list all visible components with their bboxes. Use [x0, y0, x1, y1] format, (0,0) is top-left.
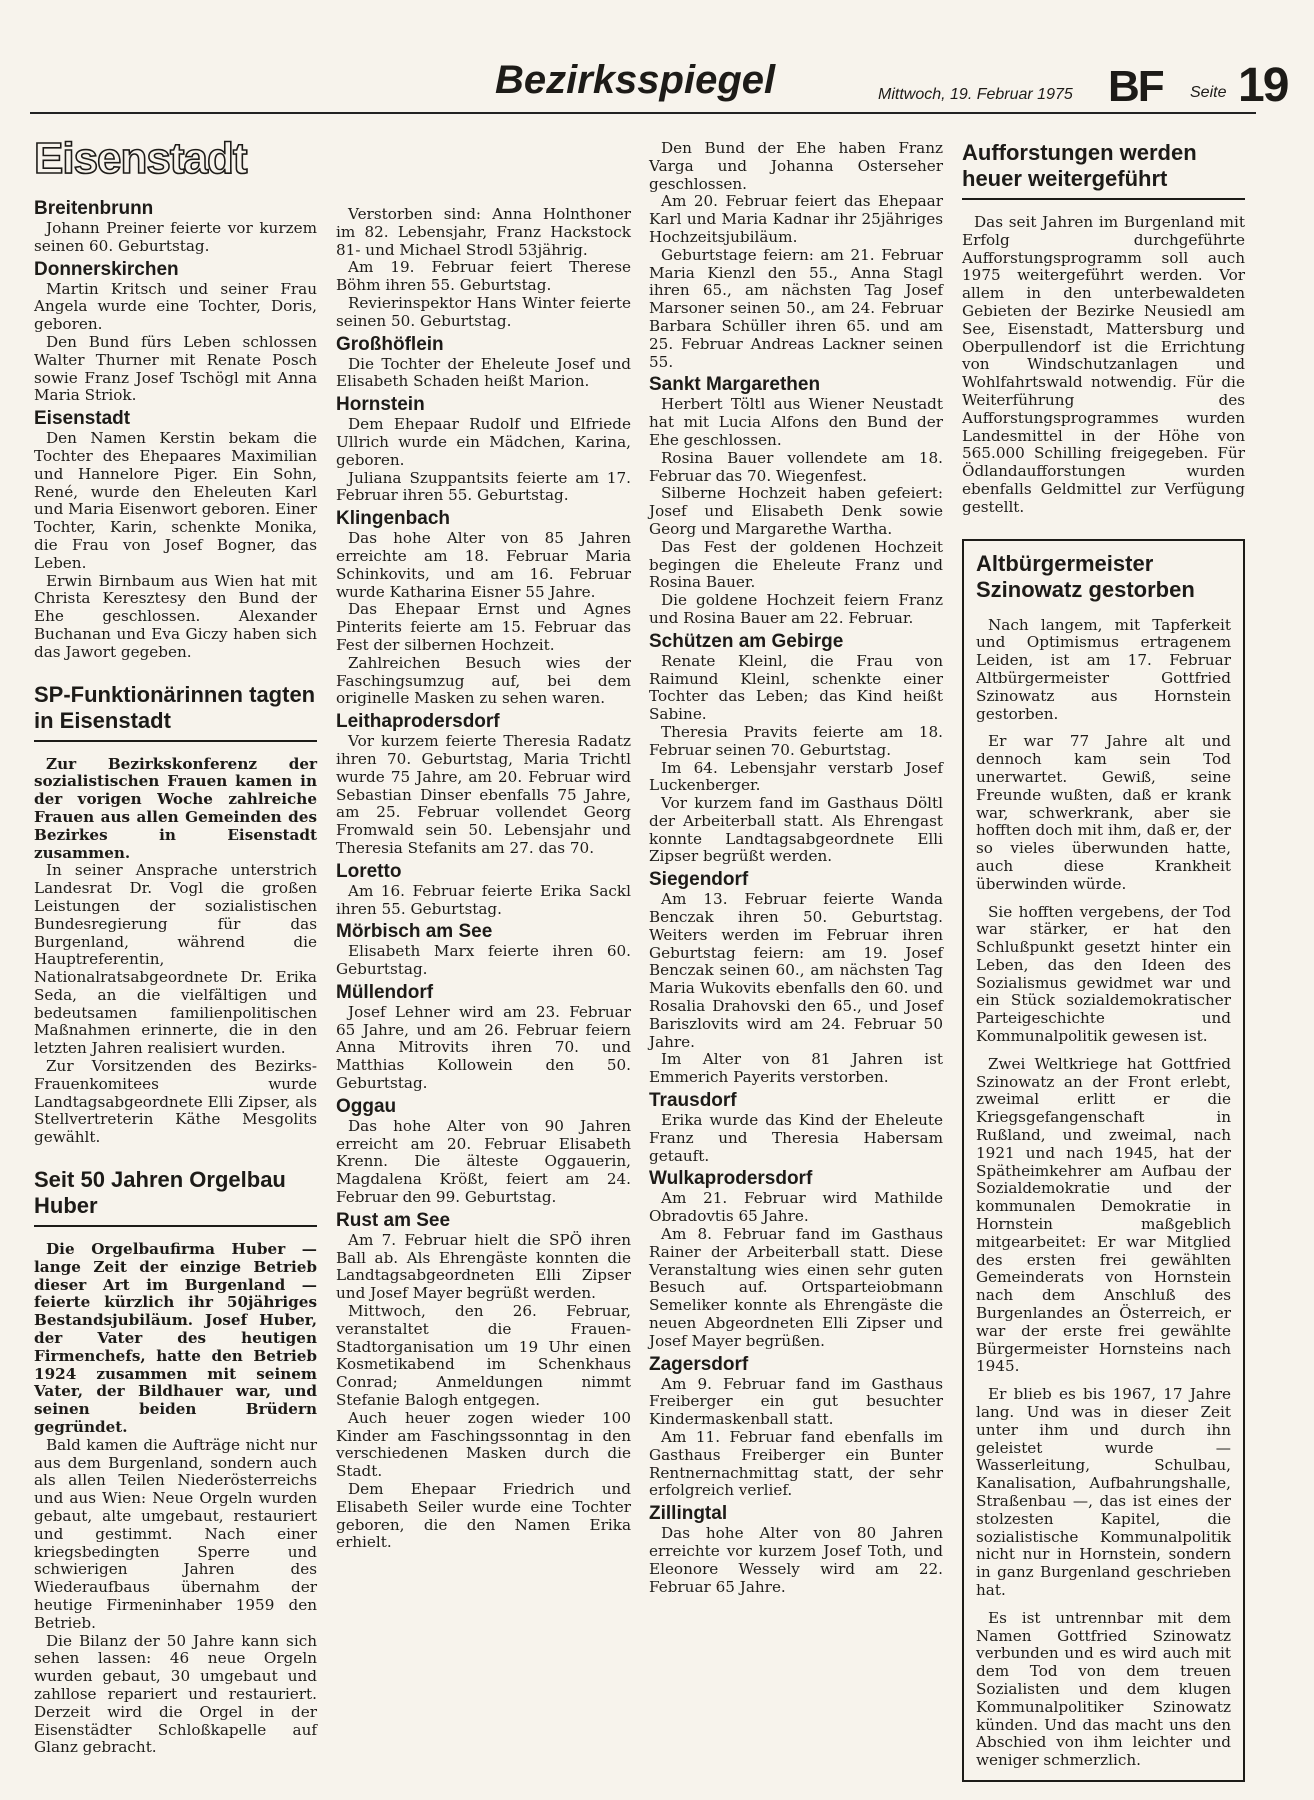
article-paragraph: Am 7. Februar hielt die SPÖ ihren Ball ab. Als Ehrengäste konnten die Landtagsabgeordneten Elli Zipser und Josef Mayer begrüßt werden. [336, 1230, 631, 1303]
page-label: Seite [1190, 84, 1227, 101]
place-heading: Loretto [336, 860, 402, 882]
article-paragraph: Das hohe Alter von 90 Jahren erreicht am 20. Februar Elisabeth Krenn. Die älteste Oggauerin, Magdalena Krößt, feiert am 24. Februar den 99. Geburtstag. [336, 1116, 631, 1207]
place-heading: Mörbisch am See [336, 921, 493, 943]
article-paragraph: Am 21. Februar wird Mathilde Obradovtis 65 Jahre. [649, 1189, 943, 1226]
article-paragraph: Er war 77 Jahre alt und dennoch kam sein Tod unerwartet. Gewiß, seine Freunde wußten, daß er krank war, schwerkrank, aber sie hofften doch mit ihm, daß er, der so vieles überwunden hatte, auch diese Krankheit überwinden würde. [976, 732, 1231, 893]
column-1 [34, 134, 317, 1757]
article-paragraph: Vor kurzem fand im Gasthaus Döltl der Arbeiterball statt. Als Ehrengast konnte Landtagsabgeordnete Elli Zipser begrüßt werden. [649, 794, 943, 866]
article-paragraph: Geburtstage feiern: am 21. Februar Maria Kienzl den 55., Anna Stagl ihren 65., am nächsten Tag Josef Marsoner seinen 50., am 24. Februar Barbara Schüller ihren 65. und am 25. Februar Andreas Lackner seinen 55. [649, 245, 943, 371]
article-headline: Aufforstungen werden heuer weitergeführt [962, 140, 1245, 200]
article-paragraph: Vor kurzem feierte Theresia Radatz ihren 70. Geburtstag, Maria Trichtl wurde 75 Jahre, am 20. Februar wird Sebastian Dinser ebenfalls 75 Jahre, am 25. Februar vollendet Georg Fromwald sein 50. Lebensjahr und Theresia Stefanits am 27. das 70. [336, 732, 631, 857]
article-paragraph: Am 9. Februar fand im Gasthaus Freiberger ein gut besuchter Kindermaskenball statt. [649, 1374, 943, 1429]
article-paragraph: Zahlreichen Besuch wies der Faschingsumzug auf, bei dem originelle Masken zu sehen waren. [336, 653, 631, 708]
place-heading: Breitenbrunn [34, 198, 154, 219]
place-heading: Oggau [336, 1095, 397, 1117]
place-heading: Rust am See [336, 1209, 451, 1231]
issue-date: Mittwoch, 19. Februar 1975 [878, 86, 1073, 103]
article-paragraph: Am 20. Februar feiert das Ehepaar Karl und Maria Kadnar ihr 25jähriges Hochzeitsjubiläum. [649, 192, 943, 246]
brand-logo: BF [1108, 62, 1163, 111]
article-paragraph: Zwei Weltkriege hat Gottfried Szinowatz an der Front erlebt, zweimal erlitt er die Kriegsgefangenschaft in Rußland, und zweimal, nach 1921 und nach 1945, hat der Spätheimkehrer am Aufbau der Sozialdemokratie und der kommunalen Demokratie in Hornstein maßgeblich mitgearbeitet: Er war Mitglied des ersten frei gewählten Gemeinderats von Hornstein nach dem Anschluß des Burgenlandes an Österreich, er war der erste frei gewählte Bürgermeister Hornsteins nach 1945. [976, 1054, 1231, 1376]
article-paragraph: In seiner Ansprache unterstrich Landesrat Dr. Vogl die großen Leistungen der sozialistischen Bundesregierung für das Burgenland, während die Hauptreferentin, Nationalratsabgeordnete Dr. Erika Seda, an die vielfältigen und bedeutsamen familienpolitischen Maßnahmen erinnerte, die in den letzten Jahren realisiert wurden. [34, 861, 317, 1058]
place-heading: Großhöflein [336, 333, 444, 355]
place-heading: Zillingtal [649, 1503, 728, 1525]
place-heading: Donnerskirchen [34, 258, 179, 280]
article-paragraph: Am 16. Februar feierte Erika Sackl ihren 55. Geburtstag. [336, 881, 631, 918]
article-paragraph: Die goldene Hochzeit feiern Franz und Rosina Bauer am 22. Februar. [649, 591, 943, 627]
article-paragraph: Theresia Pravits feierte am 18. Februar seinen 70. Geburtstag. [649, 722, 943, 759]
article-paragraph: Die Bilanz der 50 Jahre kann sich sehen lassen: 46 neue Orgeln wurden gebaut, 30 umgebaut und zahllose repariert und restauriert. Derzeit wird die Orgel in der Eisenstädter Schloßkapelle auf Glanz gebracht. [34, 1631, 317, 1757]
column-4 [962, 140, 1245, 1782]
article-headline: SP-Funktionärinnen tagten in Eisenstadt [34, 682, 317, 742]
article-paragraph: Das hohe Alter von 80 Jahren erreichte vor kurzem Josef Toth, und Eleonore Wessely wird am 22. Februar 65 Jahre. [649, 1524, 943, 1596]
article-paragraph: Renate Kleinl, die Frau von Raimund Kleinl, schenkte einer Tochter das Leben; das Kind heißt Sabine. [649, 651, 943, 724]
article-paragraph: Im 64. Lebensjahr verstarb Josef Luckenberger. [649, 758, 943, 795]
article-paragraph: Johann Preiner feierte vor kurzem seinen 60. Geburtstag. [34, 219, 317, 255]
article-paragraph: Dem Ehepaar Friedrich und Elisabeth Seiler wurde eine Tochter geboren, die den Namen Erika erhielt. [336, 1480, 631, 1552]
article-paragraph: Revierinspektor Hans Winter feierte seinen 50. Geburtstag. [336, 293, 631, 330]
article-paragraph: Herbert Töltl aus Wiener Neustadt hat mit Lucia Alfons den Bund der Ehe geschlossen. [649, 395, 943, 449]
place-heading: Zagersdorf [649, 1353, 749, 1375]
article-lead: Die Orgelbaufirma Huber — lange Zeit der einzige Betrieb dieser Art im Burgenland — feierte kürzlich ihr 50jähriges Bestandsjubiläum. Josef Huber, der Vater des heutigen Firmenchefs, hatte den Betrieb 1924 zusammen mit seinem Vater, der Bildhauer war, und seinen beiden Brüdern gegründet. [34, 1240, 317, 1437]
place-heading: Müllendorf [336, 981, 434, 1003]
article-paragraph: Das Ehepaar Ernst und Agnes Pinterits feierte am 15. Februar das Fest der silbernen Hochzeit. [336, 600, 631, 654]
article-paragraph: Erika wurde das Kind der Eheleute Franz und Theresia Habersam getauft. [649, 1111, 943, 1165]
place-heading: Sankt Margarethen [649, 374, 821, 396]
article-headline: Altbürgermeister Szinowatz gestorben [976, 550, 1195, 602]
place-heading: Klingenbach [336, 508, 451, 530]
place-heading: Hornstein [336, 394, 425, 416]
article-paragraph: Rosina Bauer vollendete am 18. Februar das 70. Wiegenfest. [649, 448, 943, 485]
article-paragraph: Auch heuer zogen wieder 100 Kinder am Faschingssonntag in den verschiedenen Masken durch die Stadt. [336, 1408, 631, 1481]
article-paragraph: Zur Vorsitzenden des Bezirks-Frauenkomitees wurde Landtagsabgeordnete Elli Zipser, als Stellvertreterin Käthe Mesgolits gewählt. [34, 1057, 317, 1147]
article-paragraph: Josef Lehner wird am 23. Februar 65 Jahre, und am 26. Februar feiern Anna Mitrovits ihren 70. und Matthias Kollowein den 50. Geburtstag. [336, 1002, 631, 1093]
place-heading: Schützen am Gebirge [649, 630, 844, 652]
article-paragraph: Sie hofften vergebens, der Tod war stärker, er hat den Schlußpunkt gesetzt hinter ein Leben, das den Ideen des Sozialismus gewidmet war und ein Stück sozialdemokratischer Parteigeschichte und Kommunalpolitik gewesen ist. [976, 902, 1231, 1046]
article-paragraph: Den Bund der Ehe haben Franz Varga und Johanna Osterseher geschlossen. [649, 139, 943, 193]
article-paragraph: Nach langem, mit Tapferkeit und Optimismus ertragenem Leiden, ist am 17. Februar Altbürgermeister Gottfried Szinowatz aus Hornstein gestorben. [976, 615, 1231, 723]
article-paragraph: Bald kamen die Aufträge nicht nur aus dem Burgenland, sondern auch als allen Teilen Niederösterreichs und aus Wien: Neue Orgeln wurden gebaut, alte umgebaut, restauriert und gestimmt. Nach einer kriegsbedingten Sperre und schwierigen Jahren des Wiederaufbaus übernahm der heutige Firmeninhaber 1959 den Betrieb. [34, 1435, 317, 1632]
article-paragraph: Juliana Szuppantsits feierte am 17. Februar ihren 55. Geburtstag. [336, 468, 631, 505]
article-paragraph: Das seit Jahren im Burgenland mit Erfolg durchgeführte Aufforstungsprogramm soll auch 1975 weitergeführt werden. Vor allem in den unterbewaldeten Gebieten der Bezirke Neusiedl am See, Eisenstadt, Mattersburg und Oberpullendorf ist die Errichtung von Windschutzanlagen und Wohlfahrtswald notwendig. Für die Weiterführung des Aufforstungsprogrammes wurden Landesmittel in der Höhe von 565.000 Schilling freigegeben. Für Ödlandaufforstungen wurden ebenfalls Geldmittel zur Verfügung gestellt. [962, 213, 1245, 516]
article-paragraph: Das hohe Alter von 85 Jahren erreichte am 18. Februar Maria Schinkovits, und am 16. Februar wurde Katharina Eisner 55 Jahre. [336, 529, 631, 601]
place-heading: Eisenstadt [34, 408, 131, 430]
page-number: 19 [1238, 59, 1288, 112]
article-paragraph: Martin Kritsch und seiner Frau Angela wurde eine Tochter, Doris, geboren. [34, 279, 317, 334]
article-paragraph: Im Alter von 81 Jahren ist Emmerich Payerits verstorben. [649, 1050, 943, 1087]
eisenstadt-section-logo: Eisenstadt [34, 134, 247, 183]
article-lead: Zur Bezirkskonferenz der sozialistischen Frauen kamen in der vorigen Woche zahlreiche Frauen aus allen Gemeinden des Bezirkes in Eisenstadt zusammen. [34, 754, 317, 862]
article-paragraph: Die Tochter der Eheleute Josef und Elisabeth Schaden heißt Marion. [336, 354, 631, 391]
obituary-box [962, 539, 1245, 1782]
place-heading: Trausdorf [649, 1090, 737, 1112]
article-paragraph: Er blieb es bis 1967, 17 Jahre lang. Und was in dieser Zeit unter ihm und durch ihn geleistet wurde — Wasserleitung, Schulbau, Kanalisation, Aufbahrungshalle, Straßenbau —, das ist eines der stolzesten Kapitel, die sozialistische Kommunalpolitik nicht nur in Hornstein, sondern in ganz Burgenland geschrieben hat. [976, 1385, 1231, 1599]
column-2 [336, 206, 631, 1552]
article-paragraph: Verstorben sind: Anna Holnthoner im 82. Lebensjahr, Franz Hackstock 81- und Michael Strodl 53jährig. [336, 205, 631, 259]
article-paragraph: Am 8. Februar fand im Gasthaus Rainer der Arbeiterball statt. Diese Veranstaltung wies einen sehr guten Besuch auf. Ortsparteiobmann Semeliker konnte als Ehrengäste die neuen Abgeordneten Elli Zipser und Josef Mayer begrüßen. [649, 1225, 943, 1350]
article-paragraph: Am 13. Februar feierte Wanda Benczak ihren 50. Geburtstag. Weiters werden im Februar ihren Geburtstag feiern: am 19. Josef Benczak seinen 60., am nächsten Tag Maria Wukovits ebenfalls den 60. und Rosalia Drahovski den 65., und Josef Bariszlovits wird am 24. Februar 50 Jahre. [649, 890, 943, 1051]
place-heading: Leithaprodersdorf [336, 711, 500, 733]
article-paragraph: Silberne Hochzeit haben gefeiert: Josef und Elisabeth Denk sowie Georg und Margarethe Wartha. [649, 484, 943, 538]
place-heading: Siegendorf [649, 869, 749, 891]
section-title: Bezirksspiegel [495, 58, 776, 102]
article-paragraph: Am 19. Februar feiert Therese Böhm ihren 55. Geburtstag. [336, 258, 631, 295]
column-3 [649, 140, 943, 1596]
article-paragraph: Dem Ehepaar Rudolf und Elfriede Ullrich wurde ein Mädchen, Karina, geboren. [336, 415, 631, 469]
article-paragraph: Mittwoch, den 26. Februar, veranstaltet die Frauen-Stadtorganisation um 19 Uhr einen Kosmetikabend im Schenkhaus Conrad; Anmeldungen nimmt Stefanie Balogh entgegen. [336, 1302, 631, 1410]
article-paragraph: Erwin Birnbaum aus Wien hat mit Christa Keresztesy den Bund der Ehe geschlossen. Alexander Buchanan und Eva Giczy haben sich das Jawort gegeben. [34, 571, 317, 661]
article-paragraph: Das Fest der goldenen Hochzeit begingen die Eheleute Franz und Rosina Bauer. [649, 537, 943, 592]
article-headline: Seit 50 Jahren Orgelbau Huber [34, 1167, 317, 1227]
article-paragraph: Den Namen Kerstin bekam die Tochter des Ehepaares Maximilian und Hannelore Piger. Ein Sohn, René, wurde den Eheleuten Karl und Maria Eisenwort geboren. Einer Tochter, Karin, schenkte Monika, die Frau von Josef Bogner, das Leben. [34, 429, 317, 572]
place-heading: Wulkaprodersdorf [649, 1168, 813, 1190]
article-paragraph: Den Bund fürs Leben schlossen Walter Thurner mit Renate Posch sowie Franz Josef Tschögl mit Anna Maria Striok. [34, 332, 317, 405]
article-paragraph: Elisabeth Marx feierte ihren 60. Geburtstag. [336, 942, 631, 979]
article-paragraph: Am 11. Februar fand ebenfalls im Gasthaus Freiberger ein Bunter Rentnernachmittag statt, der sehr erfolgreich verlief. [649, 1428, 943, 1500]
article-paragraph: Es ist untrennbar mit dem Namen Gottfried Szinowatz verbunden und es wird auch mit dem Tod von dem treuen Sozialisten und dem klugen Kommunalpolitiker Szinowatz künden. Und das macht uns den Abschied von ihm leichter und weniger schmerzlich. [976, 1608, 1231, 1770]
masthead [30, 56, 1288, 114]
